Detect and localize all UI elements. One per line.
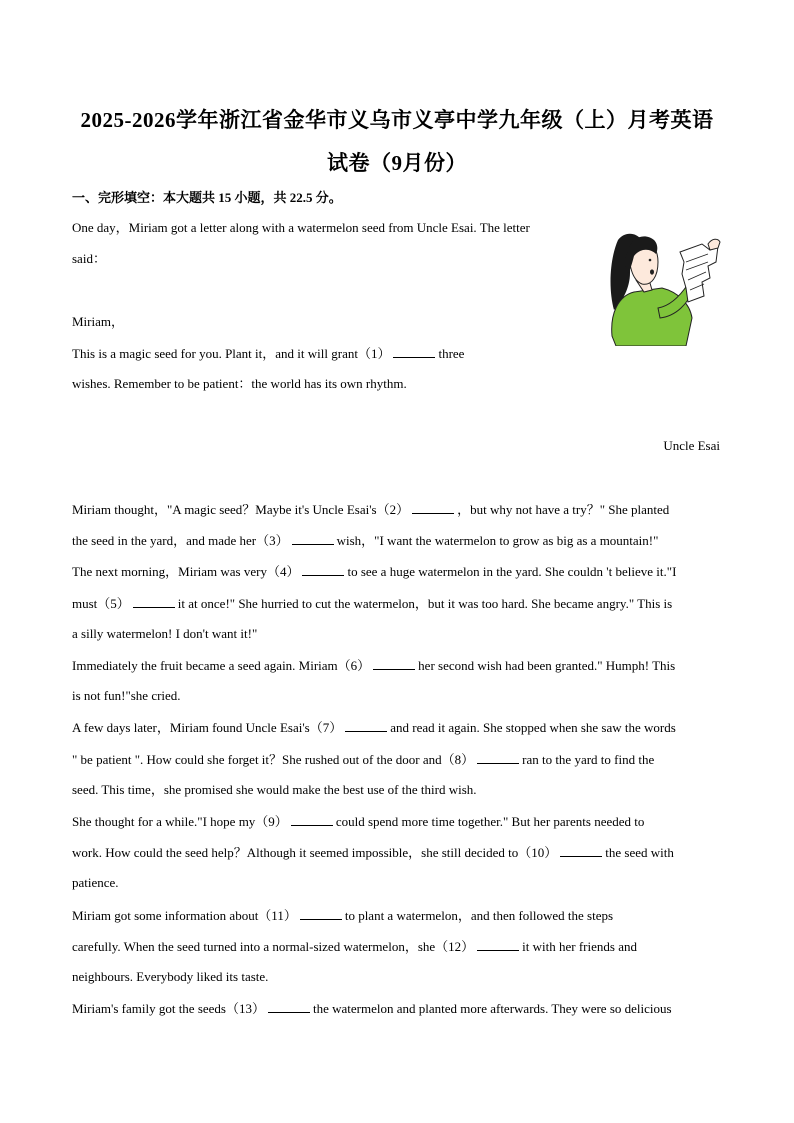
passage-line [72, 844, 674, 861]
passage-text: the seed in the yard，and made her（3） [72, 533, 289, 549]
letter-text: This is a magic seed for you. Plant it，and it will grant（1） [72, 346, 391, 361]
letter-signature: Uncle Esai [663, 438, 720, 453]
answer-blank [477, 938, 519, 951]
letter-line: wishes. Remember to be patient：the world has its own rhythm. [72, 376, 407, 391]
passage-line [72, 782, 477, 798]
passage-line [72, 875, 119, 891]
passage-text: The next morning，Miriam was very（4） [72, 564, 300, 580]
answer-blank [373, 657, 415, 670]
passage-text: " be patient ". How could she forget it？She rushed out of the door and（8） [72, 751, 475, 767]
passage-text: She thought for a while."I hope my（9） [72, 814, 288, 829]
passage-line [72, 501, 669, 518]
passage-line [72, 719, 676, 736]
passage-text: Miriam thought，"A magic seed？Maybe it's Uncle Esai's（2） [72, 502, 410, 517]
answer-blank [393, 345, 435, 358]
passage-text: her second wish had been granted." Humph! This [418, 658, 676, 673]
passage-text: it at once!" She hurried to cut the watermelon，but it was too hard. She became angry." This is [177, 595, 673, 611]
passage-line [72, 688, 181, 704]
answer-blank [268, 1000, 310, 1013]
passage-line [72, 751, 654, 768]
passage-text: Miriam's family got the seeds（13） [72, 1001, 265, 1017]
passage-line [72, 1000, 672, 1017]
passage-line [72, 626, 257, 642]
passage-line [72, 595, 672, 612]
passage-text: wish，"I want the watermelon to grow as big as a mountain!" [336, 533, 659, 549]
passage-line [72, 563, 676, 580]
passage-text: carefully. When the seed turned into a normal-sized watermelon，she（12） [72, 938, 475, 954]
passage-text: work. How could the seed help？Although it seemed impossible，she still decided to（10） [72, 845, 558, 861]
woman-reading-letter-illustration [600, 218, 726, 346]
passage-text: A few days later，Miriam found Uncle Esai's（7） [72, 720, 343, 736]
passage-text: it with her friends and [522, 938, 637, 954]
passage-line [72, 657, 675, 674]
page-title: 2025-2026学年浙江省金华市义乌市义亭中学九年级（上）月考英语 [80, 108, 714, 132]
answer-blank [292, 532, 334, 545]
intro-line: said： [72, 251, 106, 266]
letter-line [72, 345, 464, 362]
passage-text: ，but why not have a try？" She planted [457, 502, 670, 517]
answer-blank [477, 751, 519, 764]
passage-line [72, 813, 644, 830]
passage-text: is not fun!"she cried. [72, 688, 181, 704]
answer-blank [133, 595, 175, 608]
passage-text: Miriam got some information about（11） [72, 907, 297, 923]
answer-blank [300, 907, 342, 920]
passage-text: the watermelon and planted more afterwards. They were so delicious [312, 1001, 672, 1017]
passage-text: neighbours. Everybody liked its taste. [72, 969, 269, 984]
answer-blank [291, 813, 333, 826]
passage-text: must（5） [72, 595, 130, 611]
section-heading: 一、完形填空：本大题共 15 小题，共 22.5 分。 [72, 190, 342, 205]
passage-text: patience. [72, 875, 119, 891]
passage-text: a silly watermelon! I don't want it!" [72, 625, 258, 641]
answer-blank [345, 719, 387, 732]
letter-salutation: Miriam， [72, 314, 124, 329]
answer-blank [412, 501, 454, 514]
passage-text: and read it again. She stopped when she saw the words [390, 720, 676, 736]
passage-text: ran to the yard to find the [522, 751, 655, 767]
passage-line [72, 938, 637, 955]
passage-line [72, 532, 658, 549]
passage-text: Immediately the fruit became a seed again. Miriam（6） [72, 658, 371, 673]
passage-text: could spend more time together." But her parents needed to [335, 814, 645, 829]
page-title-line2: 试卷（9月份） [327, 151, 467, 175]
passage-text: to plant a watermelon，and then followed the steps [344, 907, 614, 923]
passage-text: seed. This time，she promised she would make the best use of the third wish. [72, 781, 477, 797]
passage-text: the seed with [605, 845, 674, 861]
passage-line [72, 907, 613, 924]
passage-text: to see a huge watermelon in the yard. She couldn 't believe it."I [347, 564, 677, 580]
intro-line: One day，Miriam got a letter along with a watermelon seed from Uncle Esai. The letter [72, 220, 530, 235]
answer-blank [302, 563, 344, 576]
letter-text: three [438, 346, 465, 361]
answer-blank [560, 844, 602, 857]
passage-line [72, 969, 268, 985]
